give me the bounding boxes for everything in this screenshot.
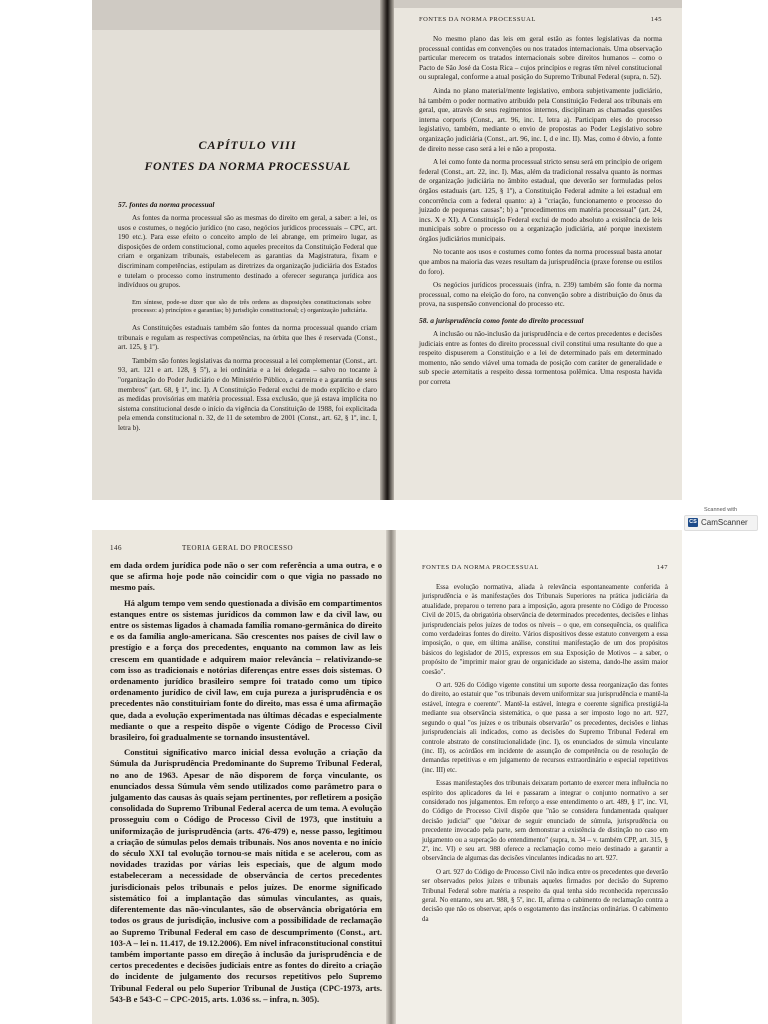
bottom-page-spread [92, 530, 682, 1024]
page-number: 146 [110, 544, 122, 552]
paragraph: Os negócios jurídicos processuais (infra, n. 239) também são fonte da norma processual, como na eleição do foro, na convenção sobre a distribuição do ônus da prova, na suspensão convencional do processo etc. [419, 281, 662, 309]
running-head [422, 564, 668, 571]
running-head-title: TEORIA GERAL DO PROCESSO [182, 544, 294, 552]
paragraph: O art. 926 do Código vigente constitui um suporte dessa reorganização das fontes do direito, ao estatuir que "os tribunais devem uniformizar sua jurisprudência e mantê-la estável, íntegra e coerente". Mantê-la estável, íntegra e coerente significa prestigiá-la mediante sua observância sistemática, o que passa a ser imposto logo no art. 927, segundo o qual "os juízes e os tribunais observarão" os precedentes, decisões e linhas jurisprudenciais ali indicados, como as decisões do Supremo Tribunal Federal em controle abstrato de constitucionalidade (inc. I), os enunciados de súmula vinculante (inc. II), os acórdãos em incidente de assunção de competência ou de resolução de demandas repetitivas e em julgamento de recursos extraordinário e especial repetitivos (inc. III) etc. [422, 682, 668, 774]
paragraph: Essa evolução normativa, aliada à relevância espontaneamente conferida à jurisprudência e às manifestações dos Tribunais Superiores na prática judiciária da atualidade, preparou o terreno para a imposição, agora presente no Código de Processo Civil de 2015, da obrigatória observância de determinados precedentes, decisões e linhas jurisprudenciais pelos juízes de todos os níveis – o que, em consequência, os qualifica como verdadeiras fontes do direito. Vários dispositivos desse estatuto convergem a essa imposição, o que, em última análise, constitui manifestação de um dos propósitos básicos do legislador de 2015, expressos em sua Exposição de Motivos – a saber, o propósito de "imprimir maior grau de organicidade ao sistema, dando-lhe assim maior coesão". [422, 584, 668, 676]
page-number: 145 [650, 16, 662, 23]
paragraph: A lei como fonte da norma processual stricto sensu será em princípio de origem federal (Const., art. 22, inc. I). Mas, além da tradicional ressalva quanto às normas de organização judiciária no âmbito estadual, que deverão ser formuladas pelos órgãos estaduais (art. 125, § 1º), a Constituição Federal admite a lei estadual em concorrência com a federal quanto: a) à "criação, funcionamento e processo do juizado de pequenas causas"; b) a "procedimentos em matéria processual" (art. 24, incs. X e XI). A Constituição Federal exclui de modo absoluto a existência de leis municipais sobre o processo ou a organização judiciária, até porque inexistem órgãos judiciários municipais. [419, 158, 662, 243]
note: Em síntese, pode-se dizer que são de três ordens as disposições constitucionais sobre processo: a) princípios e garantias; b) jurisdição constitucional; c) organização judiciária. [132, 298, 371, 315]
running-head-title: FONTES DA NORMA PROCESSUAL [419, 16, 536, 23]
paragraph: Constitui significativo marco inicial dessa evolução a criação da Súmula da Jurisprudência Predominante do Supremo Tribunal Federal, no ano de 1963. Apesar de não disporem de força vinculante, os enunciados dessa Súmula vêm sendo utilizados como parâmetro para o julgamento das causas às quais sejam pertinentes, por refletirem a posição consolidada do Supremo Tribunal Federal acerca de um tema. A evolução prosseguiu com o Código de Processo Civil de 1973, que instituiu a uniformização de jurisprudência (arts. 476-479) e, nesse passo, legitimou a criação de súmulas pelos demais tribunais. Nos anos noventa e no início do século XXI tal evolução tornou-se mais nítida e se acelerou, com as novidades trazidas por várias leis especiais, que de algum modo estabeleceram a necessidade de observância de certos precedentes jurisdicionais pelos tribunais e pelos juízes. De enorme significado sistemático foi a implantação das súmulas vinculantes, as quais, diferentemente das não-vinculantes, são de observância obrigatória em todos os graus de jurisdição, inclusive com a possibilidade de reclamação ao Supremo Tribunal Federal em caso de descumprimento (Const., art. 103-A – lei n. 11.417, de 19.12.2006). Em nível infraconstitucional constitui também importante passo em direção à inclusão da jurisprudência e de certos precedentes e decisões judiciais entre as fontes do direito a criação do incidente de julgamento dos recursos repetitivos pelo Supremo Tribunal Federal ou pelo Superior Tribunal de Justiça (CPC-1973, arts. 543-B e 543-C – CPC-2015, arts. 1.036 ss. – infra, n. 305). [110, 747, 382, 1004]
page-147 [392, 530, 682, 1024]
paragraph: As Constituições estaduais também são fontes da norma processual quando criam tribunais e regulam as respectivas competências, na órbita que lhes é reservada (Const., art. 125, § 1º). [118, 323, 377, 352]
badge-caption: Scanned with [704, 507, 738, 513]
badge-box [684, 515, 758, 531]
page-145 [389, 8, 682, 500]
running-head-title: FONTES DA NORMA PROCESSUAL [422, 564, 539, 571]
paragraph: Essas manifestações dos tribunais deixaram portanto de exercer mera influência no espírito dos aplicadores da lei e passaram a integrar o conjunto normativo a ser considerado nos julgamentos. Em reforço a esse entendimento o art. 489, § 1º, inc. VI, do Código de Processo Civil dispõe que "não se considera fundamentada qualquer decisão judicial" que "deixar de seguir enunciado de súmula, jurisprudência ou precedente invocado pela parte, sem demonstrar a existência de distinção no caso em julgamento ou a superação do entendimento" (supra, n. 34 – v. também CPP, art. 315, § 2º, inc. VI) e seu art. 988 oferece a reclamação como meio destinado a garantir a observância de algumas das decisões vinculantes indicadas no art. 927. [422, 780, 668, 863]
running-head [419, 16, 662, 23]
paragraph: No mesmo plano das leis em geral estão as fontes legislativas da norma processual contidas em convenções ou nos tratados internacionais. Uma observação particular merecem os tratados internacionais sobre direitos humanos – como o Pacto de São José da Costa Rica – cujos princípios e regras têm nível constitucional ou supralegal, conforme a atual posição do Supremo Tribunal Federal (supra, n. 52). [419, 35, 662, 82]
book-gutter-shadow [380, 0, 394, 500]
running-head [110, 544, 382, 552]
chapter-title: FONTES DA NORMA PROCESSUAL [144, 159, 351, 173]
chapter-label: CAPÍTULO VIII [198, 138, 297, 152]
page-146 [92, 530, 392, 1024]
paragraph: No tocante aos usos e costumes como fontes da norma processual basta anotar que ambos na maioria das vezes resultam da jurisprudência (praxe forense ou estilos do foro). [419, 248, 662, 276]
book-gutter-shadow [386, 530, 396, 1024]
paragraph: Há algum tempo vem sendo questionada a divisão em compartimentos estanques entre os sistemas jurídicos da common law e da civil law, ou entre os sistemas ligados à chamada família romano-germânica do direito e os da família anglo-americana. São crescentes nos países de civil law o prestígio e a força dos precedentes, enquanto na common law as leis crescem em quantidade e adquirem maior relevância – relativizando-se com isso as tradicionais e notórias diferenças entre esses dois sistemas. O ordenamento jurídico brasileiro sempre foi tratado como um típico ordenamento jurídico de civil law, em cuja pureza a jurisprudência e os precedentes não constituiriam fonte do direito, mas essa é uma afirmação que, dada a evolução experimentada nas últimas décadas e especialmente mediante o que a respeito dispõe o vigente Código de Processo Civil brasileiro, foi gradualmente se tornando insustentável. [110, 597, 382, 743]
paragraph: Também são fontes legislativas da norma processual a lei complementar (Const., art. 93, art. 121 e art. 128, § 5º), a lei ordinária e a lei delegada – salvo no tocante à "organização do Poder Judiciário e do Ministério Público, a carreira e a garantia de seus membros" (art. 68, § 1º, inc. I). A Constituição Federal exclui de modo explícito e claro as medidas provisórias em matéria processual. Essa exclusão, que já estava implícita no sistema constitucional desde o início da vigência da Constituição de 1988, foi explicitada pela emenda constitucional n. 32, de 11 de setembro de 2001 (Const., art. 62, § 1º, inc. I, letra b). [118, 356, 377, 432]
camscanner-badge [684, 507, 756, 529]
paragraph: A inclusão ou não-inclusão da jurisprudência e de certos precedentes e decisões judiciais entre as fontes do direito processual civil constitui uma resultante do que a respeito dispuserem a Constituição e a lei de determinado país em determinado momento, não sendo viável uma tomada de posição com caráter de generalidade e sub specie æternitatis a respeito dessa tormentosa polêmica. Uma resposta havida por correta [419, 330, 662, 386]
badge-name: CamScanner [701, 518, 748, 527]
page-number: 147 [656, 564, 668, 571]
section-heading-57: 57. fontes da norma processual [118, 200, 215, 209]
section-heading-58: 58. a jurisprudência como fonte do direito processual [419, 316, 584, 326]
paragraph: O art. 927 do Código de Processo Civil não indica entre os precedentes que deverão ser observados pelos juízes e tribunais aqueles firmados por decisão do Supremo Tribunal Federal sobre matéria a respeito da qual tenha sido reconhecida repercussão geral. No entanto, seu art. 988, § 5º, inc. II, afirma o cabimento de reclamação contra a decisão que não os observar, após o esgotamento das instâncias ordinárias. O cabimento da [422, 868, 668, 923]
paragraph: Ainda no plano material/mente legislativo, embora subjetivamente judiciário, há também o poder normativo atribuído pela Constituição Federal aos tribunais em geral, que, através de seus regimentos internos, disciplinam as chamadas questões interna corporis (Const., art. 96, inc. I, letra a). Participam eles do processo legislativo, também, mediante o envio de propostas ao Poder Legislativo sobre organização judiciária (Const., art. 96, inc. I, d e inc. II). Mas, como é óbvio, a fonte de direito nesse caso será a lei e não a proposta. [419, 86, 662, 153]
top-page-spread [92, 0, 682, 500]
paragraph: As fontes da norma processual são as mesmas do direito em geral, a saber: a lei, os usos e costumes, o negócio jurídico (no caso, negócios jurídicos processuais – CPC, art. 190 etc.). Para esse efeito o conceito amplo de lei abrange, em primeiro lugar, as disposições de ordem constitucional, como aqueles preceitos da Constituição Federal que criam e organizam tribunais, estabelecem as garantias da Magistratura, fixam e discriminam competências, estipulam as diretrizes da organização judiciária dos Estados e tutelam o processo como instrumento destinado a oferecer segurança jurídica aos indivíduos ou grupos. [118, 214, 377, 290]
paragraph: em dada ordem jurídica pode não o ser com referência a uma outra, e o que se afirma hoje pode não coincidir com o que vigia no passado no mesmo país. [110, 560, 382, 593]
page-144 [92, 30, 385, 500]
camscanner-logo-icon: CS [689, 519, 697, 525]
